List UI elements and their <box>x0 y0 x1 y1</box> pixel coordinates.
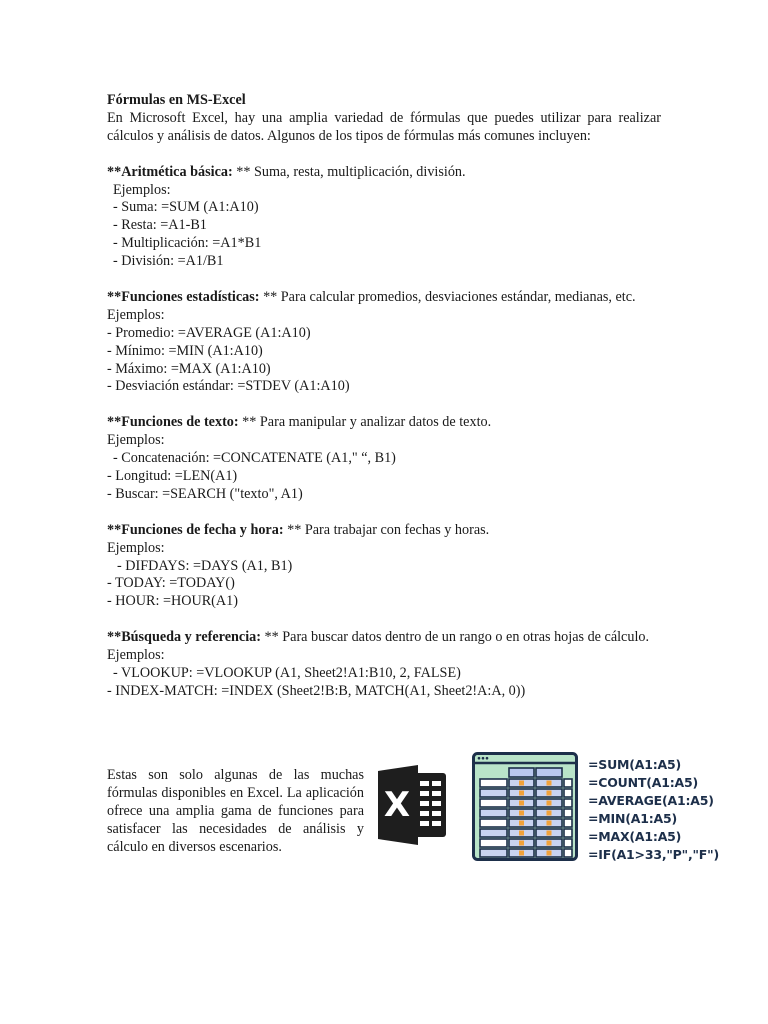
section-estadisticas-examples-label: Ejemplos: <box>107 306 165 323</box>
section-busqueda-heading: **Búsqueda y referencia: ** Para buscar datos dentro de un rango o en otras hojas de cálculo. <box>107 629 650 646</box>
sheet-cell-dot <box>547 791 552 796</box>
excel-logo-icon <box>378 765 450 845</box>
example-item: - Multiplicación: =A1*B1 <box>113 235 262 252</box>
sheet-cell-dot <box>547 811 552 816</box>
section-texto-heading: **Funciones de texto: ** Para manipular y analizar datos de texto. <box>107 414 492 431</box>
section-fecha-heading: **Funciones de fecha y hora: ** Para trabajar con fechas y horas. <box>107 521 490 538</box>
section-estadisticas-heading: **Funciones estadísticas: ** Para calcular promedios, desviaciones estándar, medianas, etc. <box>107 288 636 305</box>
example-item: - Longitud: =LEN(A1) <box>107 467 238 484</box>
document-body <box>107 92 661 701</box>
section-texto-examples-label: Ejemplos: <box>107 432 165 449</box>
example-item: - Resta: =A1-B1 <box>113 217 207 234</box>
sheet-cell-dot <box>519 791 524 796</box>
example-item: - División: =A1/B1 <box>113 253 224 270</box>
sheet-cell <box>564 799 572 807</box>
sheet-cell <box>480 809 507 817</box>
sheet-cell <box>480 839 507 847</box>
sheet-cell <box>564 829 572 837</box>
sheet-cell-dot <box>547 841 552 846</box>
sheet-cell-dot <box>547 781 552 786</box>
spreadsheet-grid <box>480 768 572 857</box>
sheet-cell <box>564 779 572 787</box>
example-item: - Buscar: =SEARCH ("texto", A1) <box>107 485 303 502</box>
section-aritmetica-heading: **Aritmética básica: ** Suma, resta, multiplicación, división. <box>107 163 466 180</box>
sheet-cell <box>564 819 572 827</box>
example-item: - HOUR: =HOUR(A1) <box>107 593 238 610</box>
sheet-cell <box>480 849 507 857</box>
sheet-cell <box>564 849 572 857</box>
sheet-cell <box>480 779 507 787</box>
section-aritmetica-examples-label: Ejemplos: <box>113 181 171 198</box>
sheet-cell-dot <box>547 831 552 836</box>
sheet-cell <box>564 839 572 847</box>
example-item: - Suma: =SUM (A1:A10) <box>113 199 259 216</box>
example-item: - Máximo: =MAX (A1:A10) <box>107 360 271 377</box>
doc-intro: En Microsoft Excel, hay una amplia variedad de fórmulas que puedes utilizar para realizar cálculos y análisis de datos. Algunos de los tipos de fórmulas más comunes incluyen: <box>107 109 661 144</box>
formula-if: =IF(A1>33,"P","F") <box>588 847 719 862</box>
example-item: - Promedio: =AVERAGE (A1:A10) <box>107 324 311 341</box>
sheet-cell <box>564 809 572 817</box>
example-item: - TODAY: =TODAY() <box>107 575 235 592</box>
formula-list <box>588 756 719 864</box>
sheet-cell <box>480 829 507 837</box>
sheet-cell-dot <box>519 851 524 856</box>
sheet-cell-dot <box>519 781 524 786</box>
formula-count: =COUNT(A1:A5) <box>588 775 698 790</box>
section-fecha-examples-label: Ejemplos: <box>107 539 165 556</box>
sheet-cell-dot <box>519 811 524 816</box>
example-item: - DIFDAYS: =DAYS (A1, B1) <box>117 557 293 574</box>
doc-title: Fórmulas en MS-Excel <box>107 92 246 108</box>
example-item: - VLOOKUP: =VLOOKUP (A1, Sheet2!A1:B10, 2, FALSE) <box>113 664 461 681</box>
sheet-cell <box>480 789 507 797</box>
sheet-cell-dot <box>519 821 524 826</box>
excel-logo-letter: X <box>383 785 411 825</box>
sheet-cell <box>480 819 507 827</box>
formula-min: =MIN(A1:A5) <box>588 811 677 826</box>
formula-average: =AVERAGE(A1:A5) <box>588 793 714 808</box>
spreadsheet-icon <box>472 752 578 862</box>
sheet-cell <box>536 768 562 777</box>
sheet-cell-dot <box>547 851 552 856</box>
sheet-cell <box>564 789 572 797</box>
section-busqueda-examples-label: Ejemplos: <box>107 647 165 664</box>
example-item: - INDEX-MATCH: =INDEX (Sheet2!B:B, MATCH(A1, Sheet2!A:A, 0)) <box>107 682 526 699</box>
example-item: - Mínimo: =MIN (A1:A10) <box>107 342 263 359</box>
formula-max: =MAX(A1:A5) <box>588 829 682 844</box>
sheet-cell <box>480 799 507 807</box>
closing-paragraph: Estas son solo algunas de las muchas fórmulas disponibles en Excel. La aplicación ofrece una amplia gama de funciones para satisfacer las necesidades de análisis y cálculo en diversos escenarios. <box>107 767 364 855</box>
sheet-cell-dot <box>519 841 524 846</box>
sheet-cell-dot <box>519 831 524 836</box>
sheet-cell-dot <box>519 801 524 806</box>
example-item: - Concatenación: =CONCATENATE (A1," “, B1) <box>113 450 396 467</box>
sheet-cell-dot <box>547 801 552 806</box>
sheet-cell-dot <box>547 821 552 826</box>
example-item: - Desviación estándar: =STDEV (A1:A10) <box>107 378 350 395</box>
formula-sum: =SUM(A1:A5) <box>588 757 682 772</box>
sheet-cell <box>509 768 534 777</box>
